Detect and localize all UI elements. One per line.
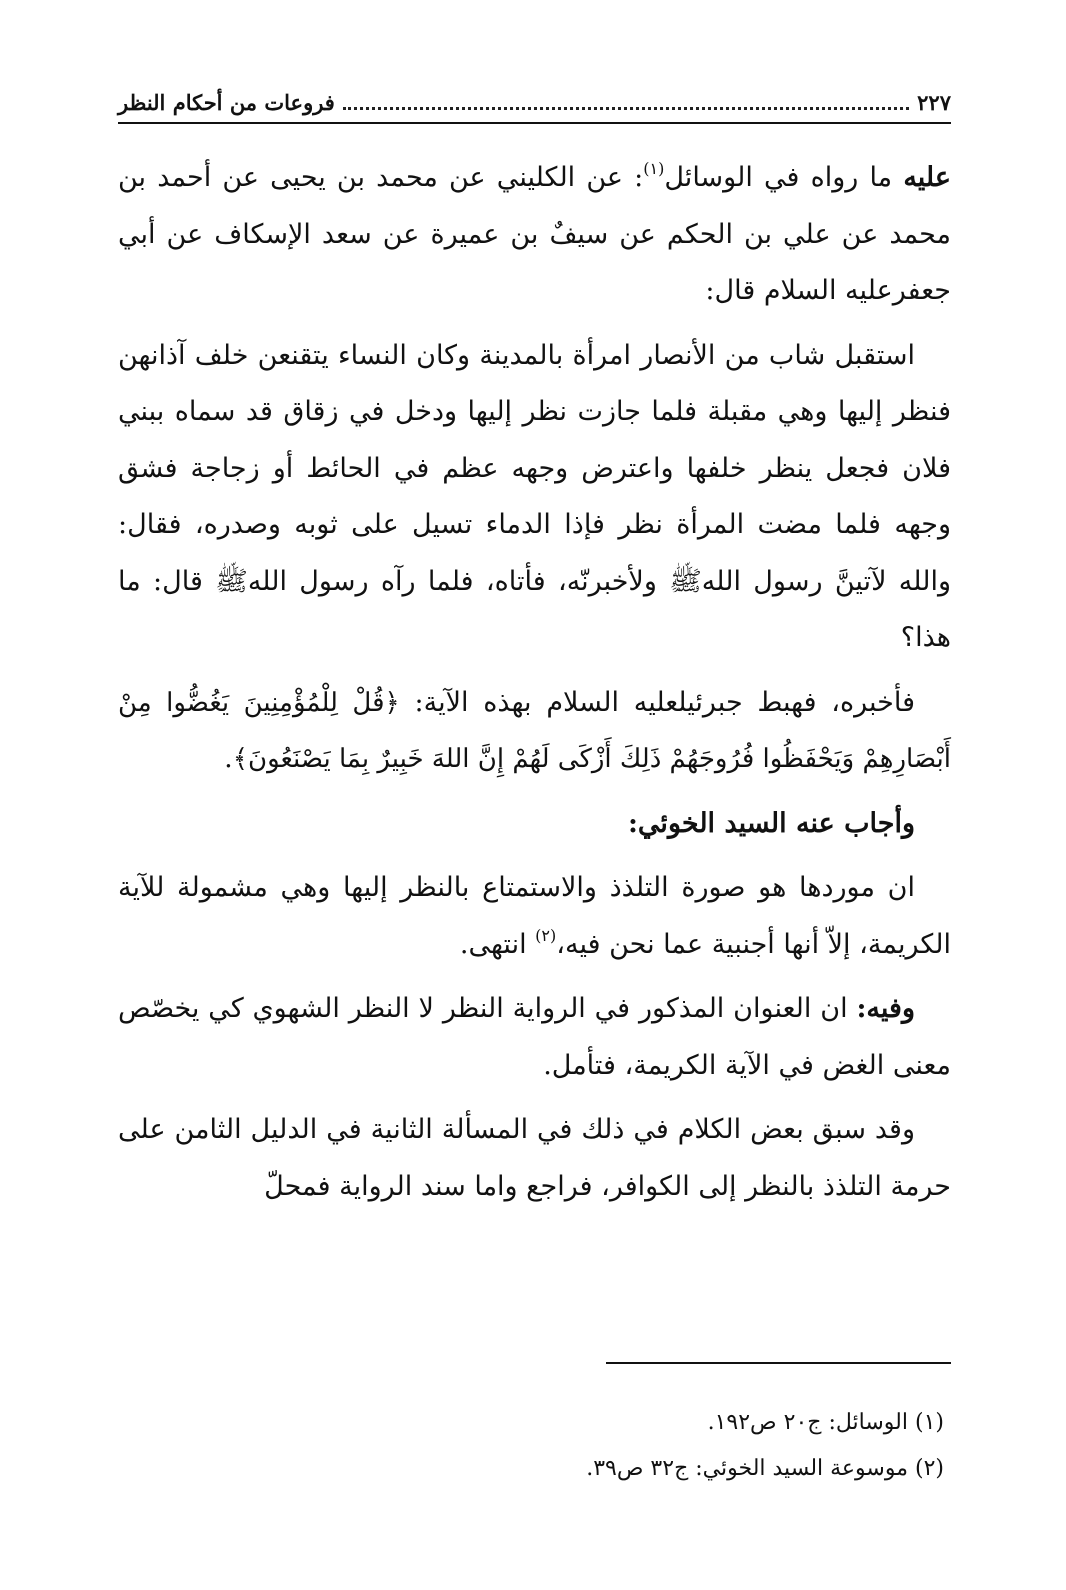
p4-end: انتهى. [459, 928, 536, 960]
p1-text: ما رواه في الوسائل [664, 162, 904, 193]
quran-verse: ﴿قُلْ لِلْمُؤْمِنِينَ يَغُضُّوا مِنْ أَبْصَارِهِمْ وَيَحْفَظُوا فُرُوجَهُمْ ذَلِكَ أَزْكَى لَهُمْ إِنَّ اللهَ خَبِيرٌ بِمَا يَصْنَعُونَ﴾ [118, 687, 951, 774]
running-header [118, 78, 951, 118]
p1-lead-word: عليه [903, 162, 951, 193]
footnote-ref-2[interactable]: (٢) [535, 925, 557, 945]
p5-lead-word: وفيه: [856, 993, 915, 1024]
header-title: فروعات من أحكام النظر [118, 90, 335, 115]
body-text [118, 150, 951, 1215]
footnote-ref-1[interactable]: (١) [643, 159, 665, 178]
paragraph-2-narration: استقبل شاب من الأنصار امرأة بالمدينة وكان النساء يتقنعن خلف آذانهن فنظر إليها وهي مقبلة فلما جازت نظر إليها ودخل في زقاق قد سماه ببني فلان فجعل ينظر خلفها واعترض وجهه عظم في الحائط أو زجاجة فشق وجهه فلما مضت المرأة نظر فإذا الدماء تسيل على ثوبه وصدره، فقال: والله لآتينَّ رسول اللهﷺ ولأخبرنّه، فأتاه، فلما رآه رسول اللهﷺ قال: ما هذا؟ [118, 339, 951, 653]
p3-text: فأخبره، فهبط جبرئيلعليه السلام بهذه الآية: [399, 686, 916, 718]
p5-text: ان العنوان المذكور في الرواية النظر لا النظر الشهوي كي يخصّص معنى الغض في الآية الكريمة، فتأمل. [118, 993, 951, 1081]
footnotes [118, 1400, 944, 1492]
header-rule [118, 122, 951, 124]
paragraph-4 [118, 860, 951, 973]
p3-end: . [224, 743, 233, 774]
p4-text: ان موردها هو صورة التلذذ والاستمتاع بالنظر إليها وهي مشمولة للآية الكريمة، إلاّ أنها أجنبية عما نحن فيه، [118, 872, 951, 960]
paragraph-1 [118, 150, 951, 320]
paragraph-6: وقد سبق بعض الكلام في ذلك في المسألة الثانية في الدليل الثامن على حرمة التلذذ بالنظر إلى الكوافر، فراجع واما سند الرواية فمحلّ [118, 1114, 951, 1202]
footnote-2: (٢) موسوعة السيد الخوئي: ج٣٢ ص٣٩. [586, 1456, 944, 1481]
section-heading: وأجاب عنه السيد الخوئي: [627, 807, 915, 839]
footnote-1: (١) الوسائل: ج٢٠ ص١٩٢. [707, 1410, 944, 1435]
paragraph-5 [118, 981, 951, 1094]
header-dot-leader [343, 107, 909, 110]
paragraph-3 [118, 675, 951, 788]
page-number: ٢٢٧ [917, 90, 951, 115]
p1-rest: : عن الكليني عن محمد بن يحيى عن أحمد بن محمد عن علي بن الحكم عن سيفٌ بن عميرة عن سعد الإسكاف عن أبي جعفرعليه السلام قال: [118, 162, 951, 306]
footnote-separator [606, 1362, 951, 1364]
